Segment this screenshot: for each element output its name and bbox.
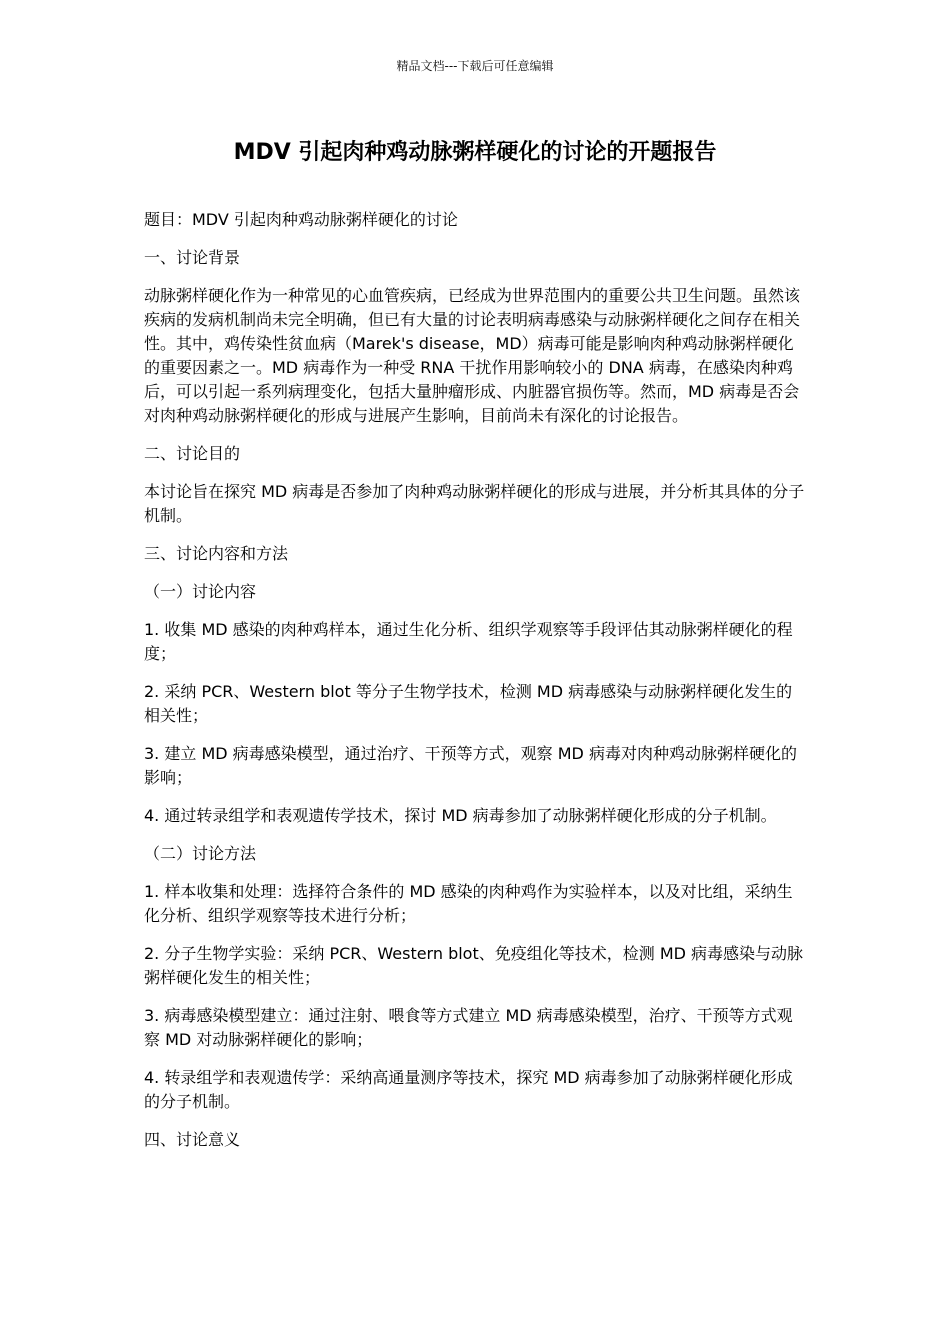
content-item: 4. 通过转录组学和表观遗传学技术，探讨 MD 病毒参加了动脉粥样硬化形成的分子机制。 (144, 806, 777, 825)
method-item: 1. 样本收集和处理：选择符合条件的 MD 感染的肉种鸡作为实验样本，以及对比组，采纳生化分析、组织学观察等技术进行分析； (144, 882, 793, 925)
topic-line: 题目：MDV 引起肉种鸡动脉粥样硬化的讨论 (144, 210, 458, 229)
section-heading-content-methods: 三、讨论内容和方法 (144, 544, 289, 563)
method-item: 2. 分子生物学实验：采纳 PCR、Western blot、免疫组化等技术，检测 MD 病毒感染与动脉粥样硬化发生的相关性； (144, 944, 804, 987)
section-heading-purpose: 二、讨论目的 (144, 444, 241, 463)
method-item: 3. 病毒感染模型建立：通过注射、喂食等方式建立 MD 病毒感染模型，治疗、干预等方式观察 MD 对动脉粥样硬化的影响； (144, 1006, 793, 1049)
background-paragraph: 动脉粥样硬化作为一种常见的心血管疾病，已经成为世界范围内的重要公共卫生问题。虽然该疾病的发病机制尚未完全明确，但已有大量的讨论表明病毒感染与动脉粥样硬化之间存在相关性。其中，鸡传染性贫血病（Marek's disease，MD）病毒可能是影响肉种鸡动脉粥样硬化的重要因素之一。MD 病毒作为一种受 RNA 干扰作用影响较小的 DNA 病毒，在感染肉种鸡后，可以引起一系列病理变化，包括大量肿瘤形成、内脏器官损伤等。然而，MD 病毒是否会对肉种鸡动脉粥样硬化的形成与进展产生影响，目前尚未有深化的讨论报告。 (144, 286, 801, 425)
method-item: 4. 转录组学和表观遗传学：采纳高通量测序等技术，探究 MD 病毒参加了动脉粥样硬化形成的分子机制。 (144, 1068, 793, 1111)
document-title: MDV 引起肉种鸡动脉粥样硬化的讨论的开题报告 (233, 140, 717, 165)
purpose-paragraph: 本讨论旨在探究 MD 病毒是否参加了肉种鸡动脉粥样硬化的形成与进展，并分析其具体的分子机制。 (144, 482, 805, 525)
document-body (144, 208, 806, 1166)
subsection-heading-methods: （二）讨论方法 (144, 844, 257, 863)
section-heading-background: 一、讨论背景 (144, 248, 241, 267)
content-item: 3. 建立 MD 病毒感染模型，通过治疗、干预等方式，观察 MD 病毒对肉种鸡动脉粥样硬化的影响； (144, 744, 797, 787)
subsection-heading-content: （一）讨论内容 (144, 582, 257, 601)
header-note: 精品文档---下载后可任意编辑 (396, 59, 554, 73)
content-item: 2. 采纳 PCR、Western blot 等分子生物学技术，检测 MD 病毒感染与动脉粥样硬化发生的相关性； (144, 682, 793, 725)
section-heading-significance: 四、讨论意义 (144, 1130, 241, 1149)
content-item: 1. 收集 MD 感染的肉种鸡样本，通过生化分析、组织学观察等手段评估其动脉粥样硬化的程度； (144, 620, 793, 663)
